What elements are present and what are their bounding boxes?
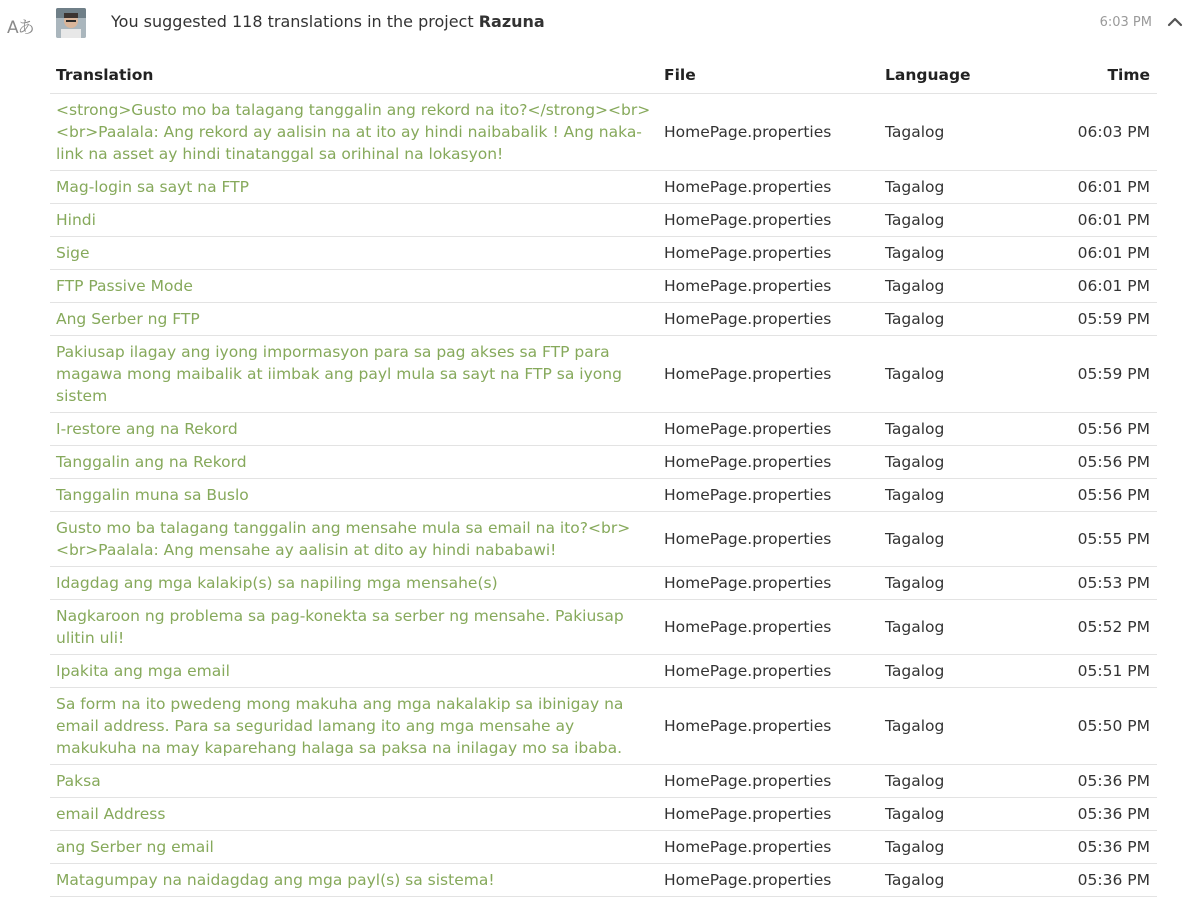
table-row [50,688,1157,765]
table-row [50,237,1157,270]
table-row [50,864,1157,897]
file-cell: HomePage.properties [658,336,879,413]
file-cell: HomePage.properties [658,512,879,567]
table-row [50,798,1157,831]
file-cell: HomePage.properties [658,831,879,864]
avatar-image-icon [56,8,86,38]
table-row [50,204,1157,237]
translation-cell[interactable]: Mag-login sa sayt na FTP [50,171,658,204]
translations-table [50,56,1157,897]
language-cell: Tagalog [879,446,1031,479]
table-row [50,479,1157,512]
table-row [50,171,1157,204]
file-cell: HomePage.properties [658,688,879,765]
file-cell: HomePage.properties [658,303,879,336]
project-link[interactable]: Razuna [478,12,545,31]
activity-headline [111,12,545,31]
translation-cell[interactable]: Gusto mo ba talagang tanggalin ang mensahe mula sa email na ito?<br><br>Paalala: Ang mensahe ay aalisin at dito ay hindi nababawi! [50,512,658,567]
translation-cell[interactable]: FTP Passive Mode [50,270,658,303]
column-header-translation: Translation [50,56,658,94]
translation-cell[interactable]: ang Serber ng email [50,831,658,864]
language-cell: Tagalog [879,204,1031,237]
language-cell: Tagalog [879,765,1031,798]
file-cell: HomePage.properties [658,864,879,897]
time-cell: 05:56 PM [1031,446,1157,479]
column-header-time: Time [1031,56,1157,94]
time-cell: 05:36 PM [1031,864,1157,897]
time-cell: 06:01 PM [1031,237,1157,270]
language-cell: Tagalog [879,336,1031,413]
file-cell: HomePage.properties [658,567,879,600]
table-row [50,831,1157,864]
time-cell: 05:52 PM [1031,600,1157,655]
file-cell: HomePage.properties [658,94,879,171]
language-cell: Tagalog [879,303,1031,336]
table-header-row [50,56,1157,94]
language-cell: Tagalog [879,688,1031,765]
translation-cell[interactable]: Tanggalin ang na Rekord [50,446,658,479]
time-cell: 05:55 PM [1031,512,1157,567]
translation-cell[interactable]: Sa form na ito pwedeng mong makuha ang mga nakalakip sa ibinigay na email address. Para sa seguridad lamang ito ang mga mensahe ay makukuha na may kaparehang halaga sa paksa na inilagay mo sa ibaba. [50,688,658,765]
avatar[interactable] [56,8,86,38]
table-row [50,413,1157,446]
translation-cell[interactable]: Pakiusap ilagay ang iyong impormasyon para sa pag akses sa FTP para magawa mong maibalik at iimbak ang payl mula sa sayt na FTP sa iyong sistem [50,336,658,413]
translation-cell[interactable]: I-restore ang na Rekord [50,413,658,446]
table-row [50,446,1157,479]
time-cell: 05:51 PM [1031,655,1157,688]
time-cell: 05:50 PM [1031,688,1157,765]
column-header-language: Language [879,56,1031,94]
file-cell: HomePage.properties [658,270,879,303]
translation-cell[interactable]: Ipakita ang mga email [50,655,658,688]
activity-header [0,0,1197,44]
table-row [50,303,1157,336]
file-cell: HomePage.properties [658,798,879,831]
language-cell: Tagalog [879,270,1031,303]
headline-text: You suggested 118 translations in the project [111,12,479,31]
file-cell: HomePage.properties [658,655,879,688]
time-cell: 06:01 PM [1031,204,1157,237]
time-cell: 05:36 PM [1031,765,1157,798]
time-cell: 06:01 PM [1031,171,1157,204]
time-cell: 05:56 PM [1031,413,1157,446]
file-cell: HomePage.properties [658,446,879,479]
translation-cell[interactable]: Ang Serber ng FTP [50,303,658,336]
time-cell: 05:59 PM [1031,303,1157,336]
language-cell: Tagalog [879,171,1031,204]
language-cell: Tagalog [879,831,1031,864]
time-cell: 05:56 PM [1031,479,1157,512]
table-row [50,567,1157,600]
file-cell: HomePage.properties [658,413,879,446]
language-cell: Tagalog [879,413,1031,446]
table-row [50,655,1157,688]
time-cell: 05:59 PM [1031,336,1157,413]
translation-cell[interactable]: Idagdag ang mga kalakip(s) sa napiling mga mensahe(s) [50,567,658,600]
translation-cell[interactable]: Matagumpay na naidagdag ang mga payl(s) sa sistema! [50,864,658,897]
language-cell: Tagalog [879,512,1031,567]
language-cell: Tagalog [879,567,1031,600]
translation-cell[interactable]: <strong>Gusto mo ba talagang tanggalin ang rekord na ito?</strong><br><br>Paalala: Ang rekord ay aalisin na at ito ay hindi naibabalik ! Ang naka-link na asset ay hindi tinatanggal sa orihinal na lokasyon! [50,94,658,171]
time-cell: 06:01 PM [1031,270,1157,303]
activity-time: 6:03 PM [1099,15,1152,30]
table-row [50,336,1157,413]
file-cell: HomePage.properties [658,600,879,655]
column-header-file: File [658,56,879,94]
translation-cell[interactable]: Hindi [50,204,658,237]
file-cell: HomePage.properties [658,204,879,237]
language-cell: Tagalog [879,600,1031,655]
time-cell: 05:53 PM [1031,567,1157,600]
language-cell: Tagalog [879,864,1031,897]
file-cell: HomePage.properties [658,171,879,204]
translation-cell[interactable]: Sige [50,237,658,270]
translate-icon: Aあ [7,18,34,38]
file-cell: HomePage.properties [658,237,879,270]
table-row [50,270,1157,303]
translation-cell[interactable]: Tanggalin muna sa Buslo [50,479,658,512]
translation-cell[interactable]: email Address [50,798,658,831]
time-cell: 05:36 PM [1031,831,1157,864]
translation-cell[interactable]: Paksa [50,765,658,798]
table-row [50,94,1157,171]
language-cell: Tagalog [879,798,1031,831]
file-cell: HomePage.properties [658,765,879,798]
language-cell: Tagalog [879,237,1031,270]
table-row [50,600,1157,655]
translation-cell[interactable]: Nagkaroon ng problema sa pag-konekta sa serber ng mensahe. Pakiusap ulitin uli! [50,600,658,655]
file-cell: HomePage.properties [658,479,879,512]
chevron-up-icon[interactable] [1165,12,1185,32]
table-row [50,512,1157,567]
time-cell: 05:36 PM [1031,798,1157,831]
language-cell: Tagalog [879,94,1031,171]
language-cell: Tagalog [879,655,1031,688]
language-cell: Tagalog [879,479,1031,512]
table-row [50,765,1157,798]
time-cell: 06:03 PM [1031,94,1157,171]
